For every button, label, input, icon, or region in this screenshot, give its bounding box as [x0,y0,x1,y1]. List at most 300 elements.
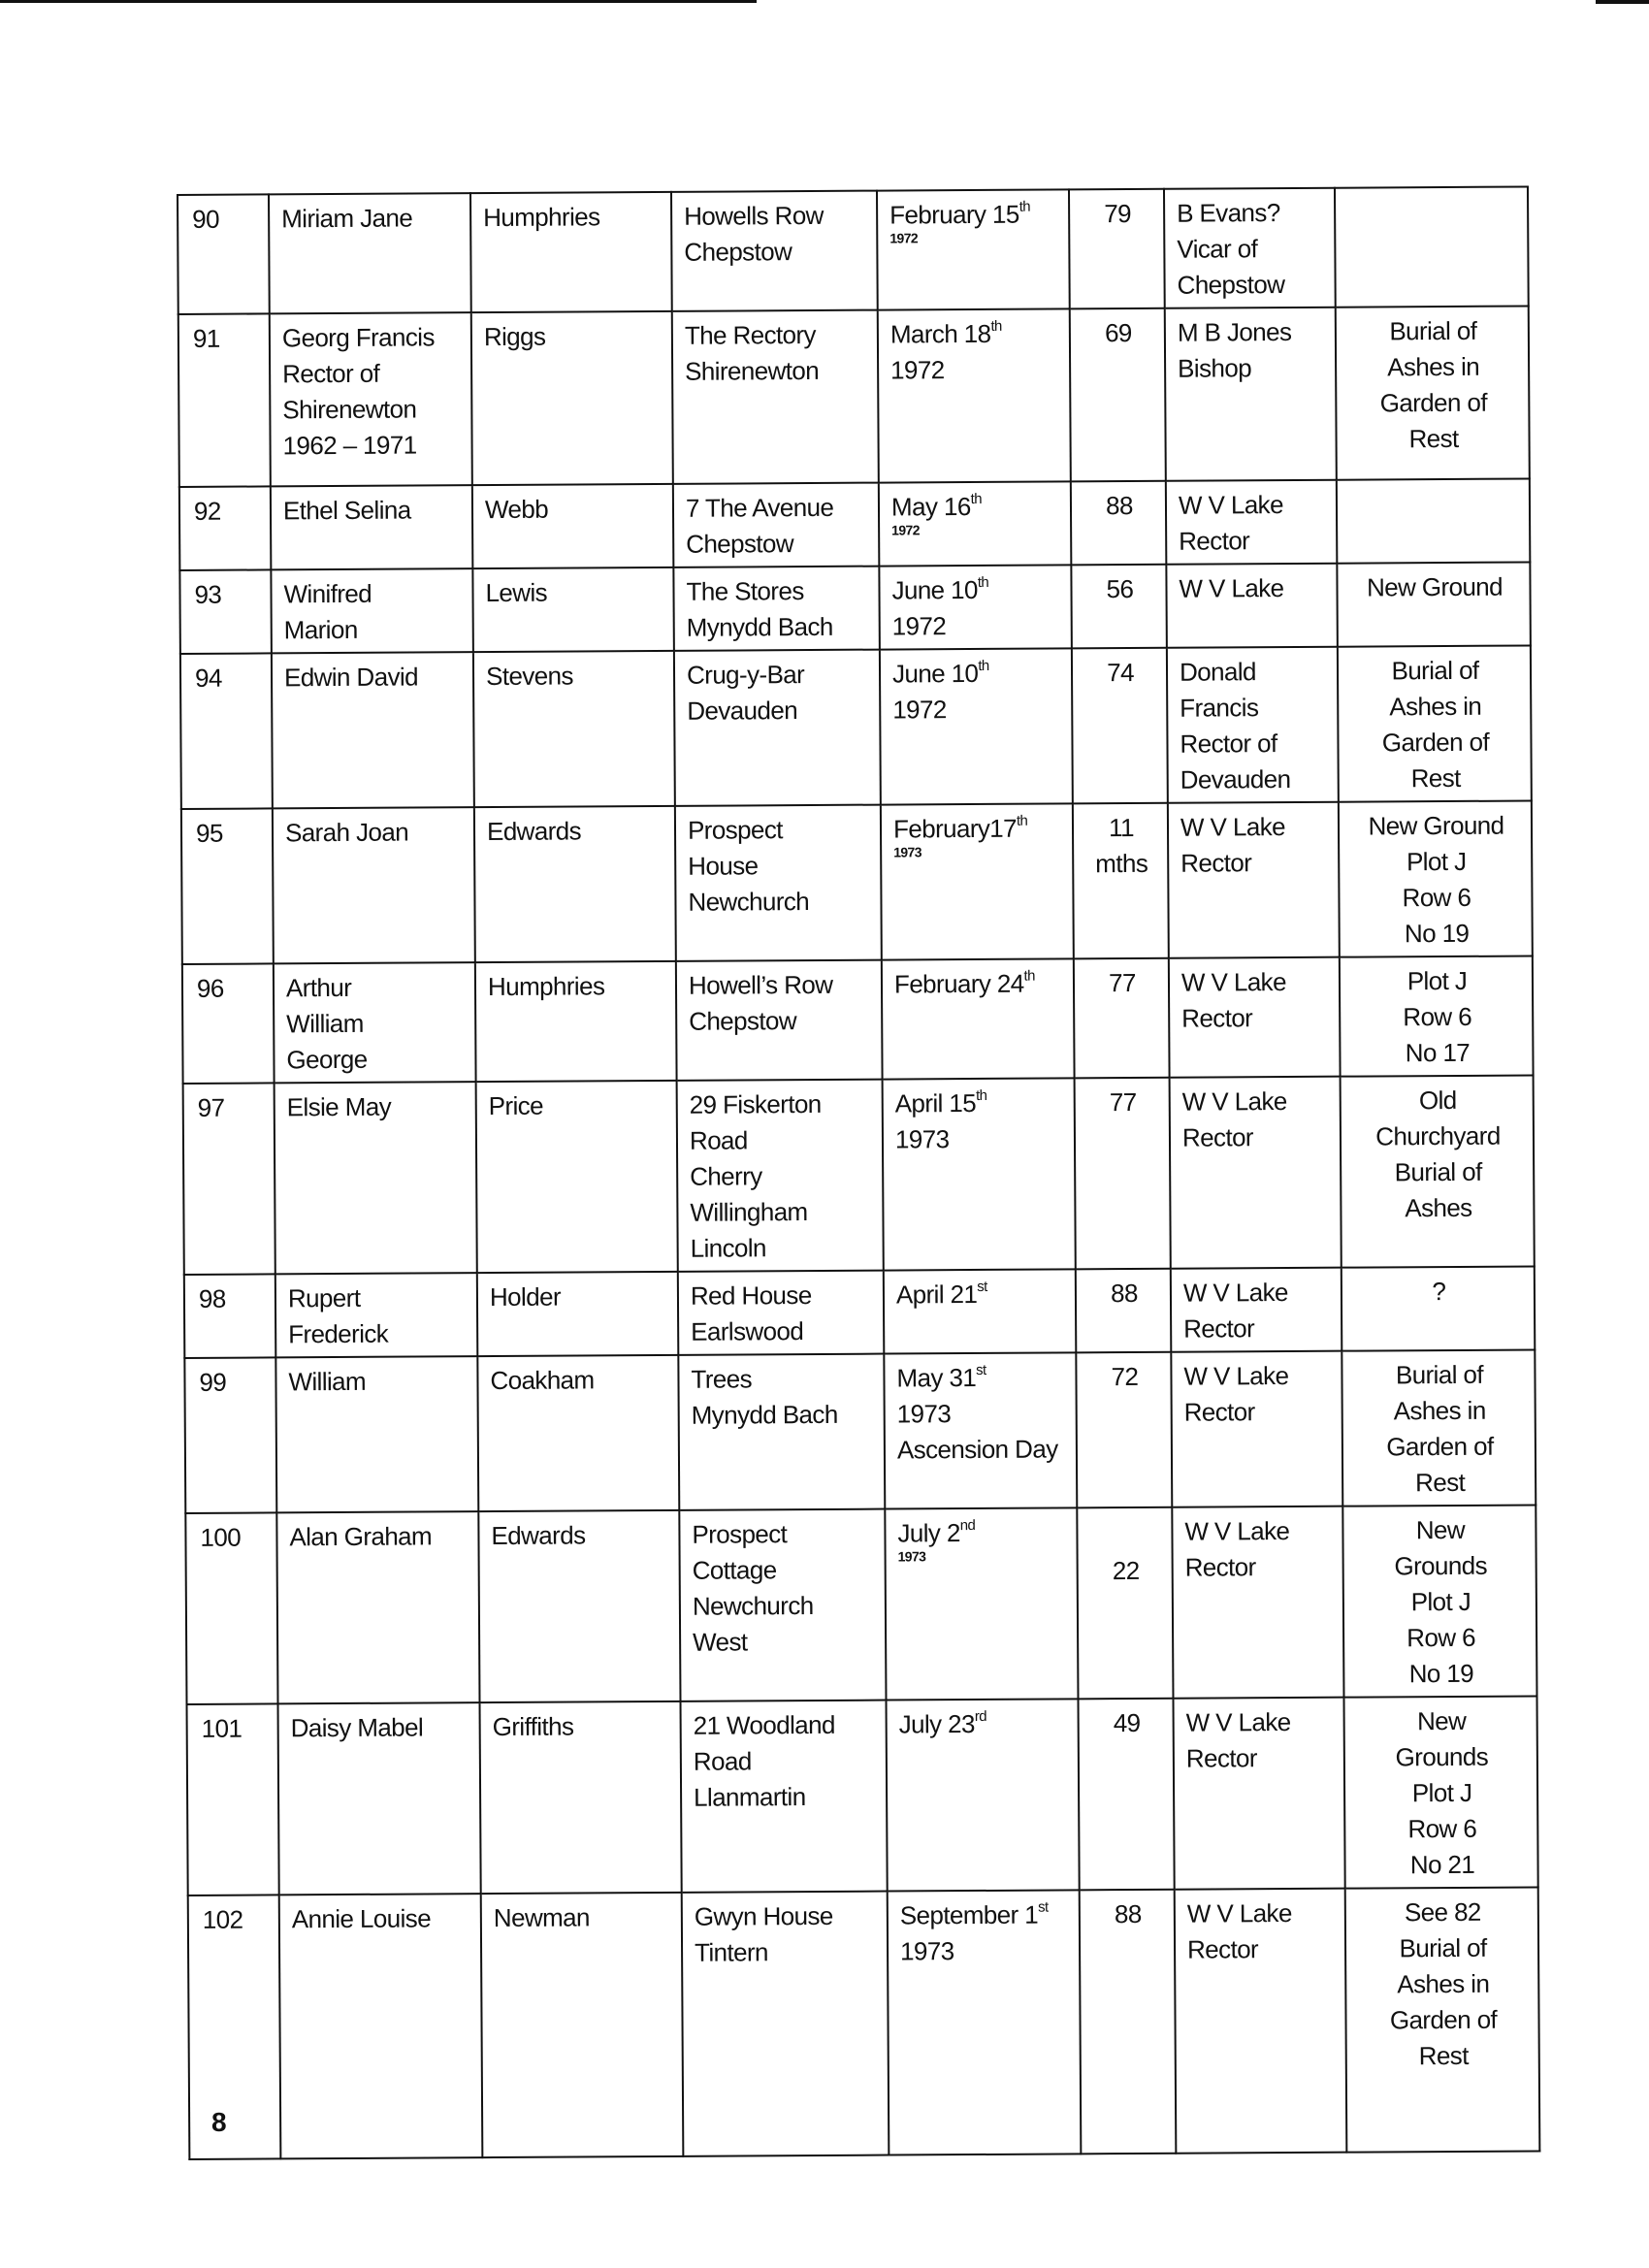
burial-date [896,1276,1065,1312]
forenames-cell [276,1511,479,1703]
table-row [188,1887,1540,2158]
burial-year: 1972 [891,611,947,641]
ordinal-suffix: th [1018,198,1031,215]
age-cell [1076,1269,1172,1353]
address-line: Devauden [687,696,798,726]
burial-date-cell [882,958,1075,1079]
notes-cell [1342,1349,1536,1506]
surname: Edwards [486,816,582,847]
address-cell [679,1509,886,1701]
burial-date-day: July 23 [898,1709,975,1739]
notes-line: Churchyard [1375,1120,1501,1151]
address-line: Llanmartin [694,1782,806,1812]
burial-date-cell [885,1507,1078,1700]
age-cell [1072,648,1168,804]
burial-date [896,1359,1065,1396]
surname: Edwards [491,1520,586,1551]
surname-cell [475,961,677,1082]
notes-line: Ashes in [1393,1395,1486,1426]
notes-cell [1335,186,1529,307]
ordinal-suffix: st [1038,1898,1049,1916]
address-line: Newchurch [688,887,810,917]
notes-line: Row 6 [1407,1813,1477,1844]
age-line: 74 [1107,657,1134,688]
address-line: Chepstow [689,1006,797,1036]
address-line: Trees [691,1364,753,1394]
age-line: 88 [1110,1278,1138,1309]
burial-year: 1972 [890,355,945,385]
burial-year: 1973 [894,1124,950,1154]
surname-cell [470,192,672,312]
entry-number: 91 [192,323,220,353]
entry-number-cell [184,1357,276,1513]
forename-line: Shirenewton [282,394,417,425]
notes-line: Rest [1415,1467,1466,1498]
burial-date-cell [877,189,1070,309]
address-line: Earlswood [691,1316,804,1346]
age-cell [1070,308,1166,482]
burial-year: 1972 [892,695,947,725]
surname-cell [478,1510,680,1702]
address-line: Tintern [694,1937,768,1967]
surname: Humphries [487,971,605,1002]
address-line: Road [689,1125,748,1155]
surname: Webb [484,494,549,525]
officiant-cell [1171,1351,1342,1507]
burial-date-day: February17 [892,813,1018,844]
address-line: Road [693,1746,752,1776]
entry-number: 94 [194,663,222,693]
burial-date [891,571,1060,608]
age-cell [1073,803,1169,959]
notes-line: Burial of [1399,1932,1487,1963]
notes-cell [1338,645,1532,801]
officiant-line: W V Lake [1180,967,1286,997]
forename-line: Winifred [283,578,372,609]
officiant-line: W V Lake [1179,573,1284,603]
entry-number-cell [178,194,270,314]
burial-date-cell [881,803,1074,959]
entry-number-cell [188,1895,281,2159]
ordinal-suffix: th [970,490,982,508]
notes-cell [1341,1075,1535,1267]
surname: Newman [493,1902,590,1933]
officiant-cell [1172,1507,1343,1699]
officiant-line: W V Lake [1183,1361,1289,1391]
table-row [187,1696,1538,1895]
notes-cell [1342,1266,1536,1350]
age-cell [1075,1078,1171,1270]
notes-line: Rest [1408,423,1459,454]
forename-line: Rector of [282,358,380,389]
officiant-line: Devauden [1180,763,1291,794]
surname-cell [481,1893,684,2157]
address-cell [673,483,880,567]
burial-date-cell [886,1699,1079,1891]
notes-line: Plot J [1410,1586,1471,1617]
officiant-cell [1175,1889,1347,2154]
forename-line: Miriam Jane [281,203,413,234]
entry-number: 92 [193,496,221,526]
forenames-cell [274,962,476,1083]
forename-line: Sarah Joan [284,817,409,848]
forename-line: Elsie May [286,1091,392,1122]
age-line: 11 [1109,812,1134,843]
notes-line: Rest [1410,762,1461,794]
forename-line: Annie Louise [291,1903,432,1934]
notes-line: New Ground [1366,571,1504,602]
age-cell [1069,189,1165,309]
burial-date-day: May 16 [890,492,971,522]
address-line: Chepstow [684,237,792,267]
table-row [178,306,1530,486]
officiant-line: Rector [1183,1313,1255,1344]
forename-line: 1962 – 1971 [282,430,417,461]
officiant-line: Rector [1180,848,1252,878]
burial-year: 1972 [889,230,919,246]
surname-cell [472,567,674,652]
ordinal-suffix: th [1023,967,1035,985]
burial-date-cell [880,648,1073,804]
officiant-line: Rector [1184,1552,1256,1582]
notes-line: Ashes in [1389,691,1482,722]
notes-cell [1337,562,1531,646]
notes-line: See 82 [1404,1896,1481,1928]
notes-line: Garden of [1386,1431,1494,1462]
surname: Coakham [490,1365,595,1396]
entry-number: 97 [197,1092,225,1122]
age-cell [1074,958,1170,1079]
entry-number: 100 [200,1522,242,1552]
officiant-cell [1167,647,1339,803]
address-line: 21 Woodland [693,1709,835,1740]
surname-cell [477,1272,679,1356]
address-cell [672,310,879,484]
age-cell [1078,1699,1174,1891]
forenames-cell [273,807,475,963]
officiant-line: W V Lake [1184,1516,1290,1546]
surname: Lewis [485,577,548,608]
notes-line: Grounds [1394,1550,1488,1581]
officiant-cell [1166,480,1338,565]
burial-date-day: June 10 [891,658,979,689]
officiant-line: Donald [1179,657,1256,687]
burial-date-cell [879,481,1072,566]
address-cell [673,567,880,651]
surname: Price [488,1090,544,1121]
forename-line: Daisy Mabel [290,1712,424,1743]
officiant-line: W V Lake [1181,1086,1287,1117]
burial-date [893,810,1062,847]
notes-cell [1339,800,1533,956]
forename-line: Marion [283,614,358,645]
forenames-cell [269,193,471,313]
burial-date-cell [878,308,1071,482]
officiant-cell [1164,188,1336,308]
notes-cell [1337,478,1531,563]
notes-line: Row 6 [1402,882,1471,913]
officiant-line: Chepstow [1177,270,1285,300]
address-line: Gwyn House [694,1900,833,1931]
forenames-cell [272,652,474,808]
notes-line: Ashes [1405,1192,1472,1223]
table-row [184,1266,1535,1358]
notes-line: Row 6 [1403,1001,1472,1032]
forename-line: Alan Graham [289,1521,433,1552]
burial-date [889,196,1058,233]
notes-line: New [1415,1514,1466,1545]
age-line: 79 [1104,198,1132,229]
notes-line: Burial of [1394,1156,1482,1187]
forename-line: Arthur [285,972,352,1003]
surname: Holder [489,1281,562,1312]
table-row [180,645,1532,809]
burial-date [895,1085,1064,1121]
burial-date-day: March 18 [889,318,991,349]
officiant-cell [1173,1698,1344,1890]
address-cell [676,960,883,1081]
forename-line: Georg Francis [281,322,435,353]
entry-number-cell [179,486,272,570]
scan-edge-line [0,0,757,3]
notes-line: Garden of [1379,387,1488,418]
address-cell [674,650,881,806]
address-line: 29 Fiskerton [689,1088,822,1119]
ordinal-suffix: st [976,1361,986,1378]
officiant-line: B Evans? [1177,198,1280,228]
notes-cell [1345,1887,1540,2152]
burial-date [900,1896,1069,1933]
entry-number-cell [181,808,274,964]
ordinal-suffix: th [978,657,989,674]
age-line: 77 [1109,1086,1137,1118]
age-cell [1076,1352,1172,1508]
table-row [178,186,1529,314]
notes-line: Ashes in [1397,1968,1490,1999]
age-cell [1080,1890,1177,2155]
notes-line: Plot J [1406,965,1468,996]
forename-line: William [286,1008,364,1039]
burial-year: 1973 [896,1399,952,1429]
notes-line: Plot J [1406,846,1467,877]
entry-number: 98 [198,1283,226,1313]
entry-number: 102 [202,1904,243,1934]
ordinal-suffix: th [1016,812,1028,829]
entry-number-cell [179,569,272,654]
address-cell [671,191,878,311]
burial-date-cell [879,565,1072,649]
burial-date [891,488,1060,525]
age-line: mths [1095,848,1148,879]
officiant-line: Rector [1181,1003,1253,1033]
notes-cell [1340,956,1534,1076]
address-cell [682,1892,889,2156]
burial-date [897,1514,1066,1551]
age-line: 56 [1106,573,1134,604]
surname: Humphries [483,202,600,233]
table-row [185,1505,1536,1703]
burial-year: 1973 [899,1936,954,1966]
entry-number: 93 [194,579,222,609]
officiant-line: M B Jones [1177,316,1292,347]
address-cell [678,1354,885,1510]
age-line: 88 [1114,1898,1142,1929]
notes-line: Grounds [1395,1741,1489,1772]
burial-date-day: April 21 [895,1279,978,1310]
address-line: Howell’s Row [688,969,833,1000]
surname-cell [474,806,676,962]
address-line: Cherry [690,1161,762,1191]
address-line: Cottage [692,1555,777,1585]
burial-date-day: February 24 [893,968,1024,999]
address-line: Chepstow [686,529,794,559]
notes-cell [1342,1505,1536,1697]
burial-date [899,1705,1068,1742]
entry-number: 90 [192,204,219,234]
notes-line: No 21 [1409,1849,1475,1880]
notes-line: New [1416,1705,1467,1736]
ordinal-suffix: st [977,1278,987,1295]
address-line: House [688,851,759,881]
officiant-line: Rector of [1180,729,1277,759]
notes-line: New Ground [1368,810,1504,841]
age-cell [1071,565,1167,649]
forenames-cell [271,485,473,569]
ordinal-suffix: rd [974,1707,986,1726]
address-line: Mynydd Bach [686,611,833,642]
notes-line: ? [1432,1277,1446,1307]
table-row [181,800,1533,964]
address-cell [675,805,882,961]
ordinal-suffix: nd [959,1516,976,1535]
notes-line: Rest [1418,2040,1469,2071]
forename-line: George [286,1044,368,1075]
officiant-line: W V Lake [1178,490,1283,520]
surname-cell [476,1081,678,1273]
notes-line: Garden of [1389,2004,1498,2035]
address-line: The Stores [686,576,804,606]
entry-number-cell [184,1274,276,1358]
surname-cell [473,651,675,807]
surname-cell [477,1355,679,1511]
officiant-line: Bishop [1178,353,1252,383]
burial-date-cell [884,1269,1077,1353]
notes-line: Garden of [1381,727,1490,758]
address-line: Shirenewton [685,355,820,386]
officiant-cell [1166,564,1338,648]
notes-line: Row 6 [1406,1622,1476,1653]
burial-date-day: July 2 [897,1518,960,1548]
address-line: West [693,1627,748,1657]
burial-date-cell [883,1078,1076,1270]
age-cell [1077,1507,1173,1700]
table-row [179,562,1530,654]
notes-line: Burial of [1389,315,1477,346]
entry-number-cell [183,1083,275,1275]
address-line: Howells Row [684,200,824,231]
notes-line: No 17 [1405,1037,1471,1068]
age-cell [1071,481,1167,566]
age-line: 49 [1113,1707,1141,1738]
entry-number-cell [180,653,273,809]
forename-line: William [288,1366,367,1397]
entry-number-cell [187,1703,279,1895]
forename-line: Ethel Selina [282,495,411,526]
page-number: 8 [211,2107,227,2137]
table-row [182,956,1534,1084]
officiant-line: Francis [1180,693,1259,723]
notes-cell [1336,306,1530,479]
table-row [183,1075,1535,1274]
forename-line: Frederick [288,1318,389,1349]
burial-register-table [177,185,1540,2159]
notes-line: No 19 [1404,918,1470,949]
burial-date-day: September 1 [899,1899,1039,1930]
officiant-cell [1168,802,1340,958]
forenames-cell [275,1273,478,1357]
surname: Griffiths [492,1711,574,1742]
officiant-cell [1165,308,1337,481]
address-cell [678,1271,885,1355]
entry-number: 99 [199,1367,227,1397]
register-body [178,186,1539,2158]
notes-line: Burial of [1391,655,1479,686]
officiant-line: Rector [1179,526,1250,556]
forenames-cell [270,312,472,486]
entry-number-cell [178,313,271,487]
officiant-line: W V Lake [1186,1898,1292,1928]
ordinal-suffix: th [990,317,1002,335]
officiant-line: Rector [1186,1934,1259,1964]
address-line: Lincoln [690,1233,766,1263]
forenames-cell [278,1702,481,1895]
scan-edge-mark [1596,0,1649,4]
burial-date-day: May 31 [896,1362,977,1393]
forename-line: Rupert [287,1282,361,1313]
table-row [179,478,1530,570]
address-line: Prospect [692,1519,788,1549]
entry-number: 101 [201,1713,242,1743]
address-line: Red House [690,1280,812,1311]
burial-date [890,315,1059,352]
surname: Stevens [485,661,573,692]
officiant-line: W V Lake [1180,812,1286,842]
entry-number-cell [185,1512,277,1704]
burial-date-day: April 15 [894,1087,977,1118]
officiant-line: W V Lake [1185,1707,1291,1737]
burial-date-cell [884,1352,1077,1508]
forenames-cell [275,1356,478,1512]
surname-cell [472,484,674,568]
entry-number: 95 [195,818,223,848]
surname-cell [480,1701,682,1894]
surname: Riggs [483,321,546,352]
age-line: 88 [1106,490,1133,521]
address-line: Crug-y-Bar [686,660,805,690]
officiant-cell [1171,1268,1342,1352]
officiant-cell [1169,957,1341,1078]
address-line: Prospect [687,815,783,845]
burial-date-cell [888,1890,1082,2155]
ordinal-suffix: th [976,1086,987,1104]
address-line: 7 The Avenue [685,492,834,523]
burial-year: 1972 [891,522,920,538]
officiant-line: W V Lake [1182,1278,1288,1308]
officiant-line: Rector [1181,1122,1254,1152]
address-cell [681,1701,888,1893]
notes-line: Plot J [1411,1777,1472,1808]
officiant-cell [1170,1077,1342,1269]
